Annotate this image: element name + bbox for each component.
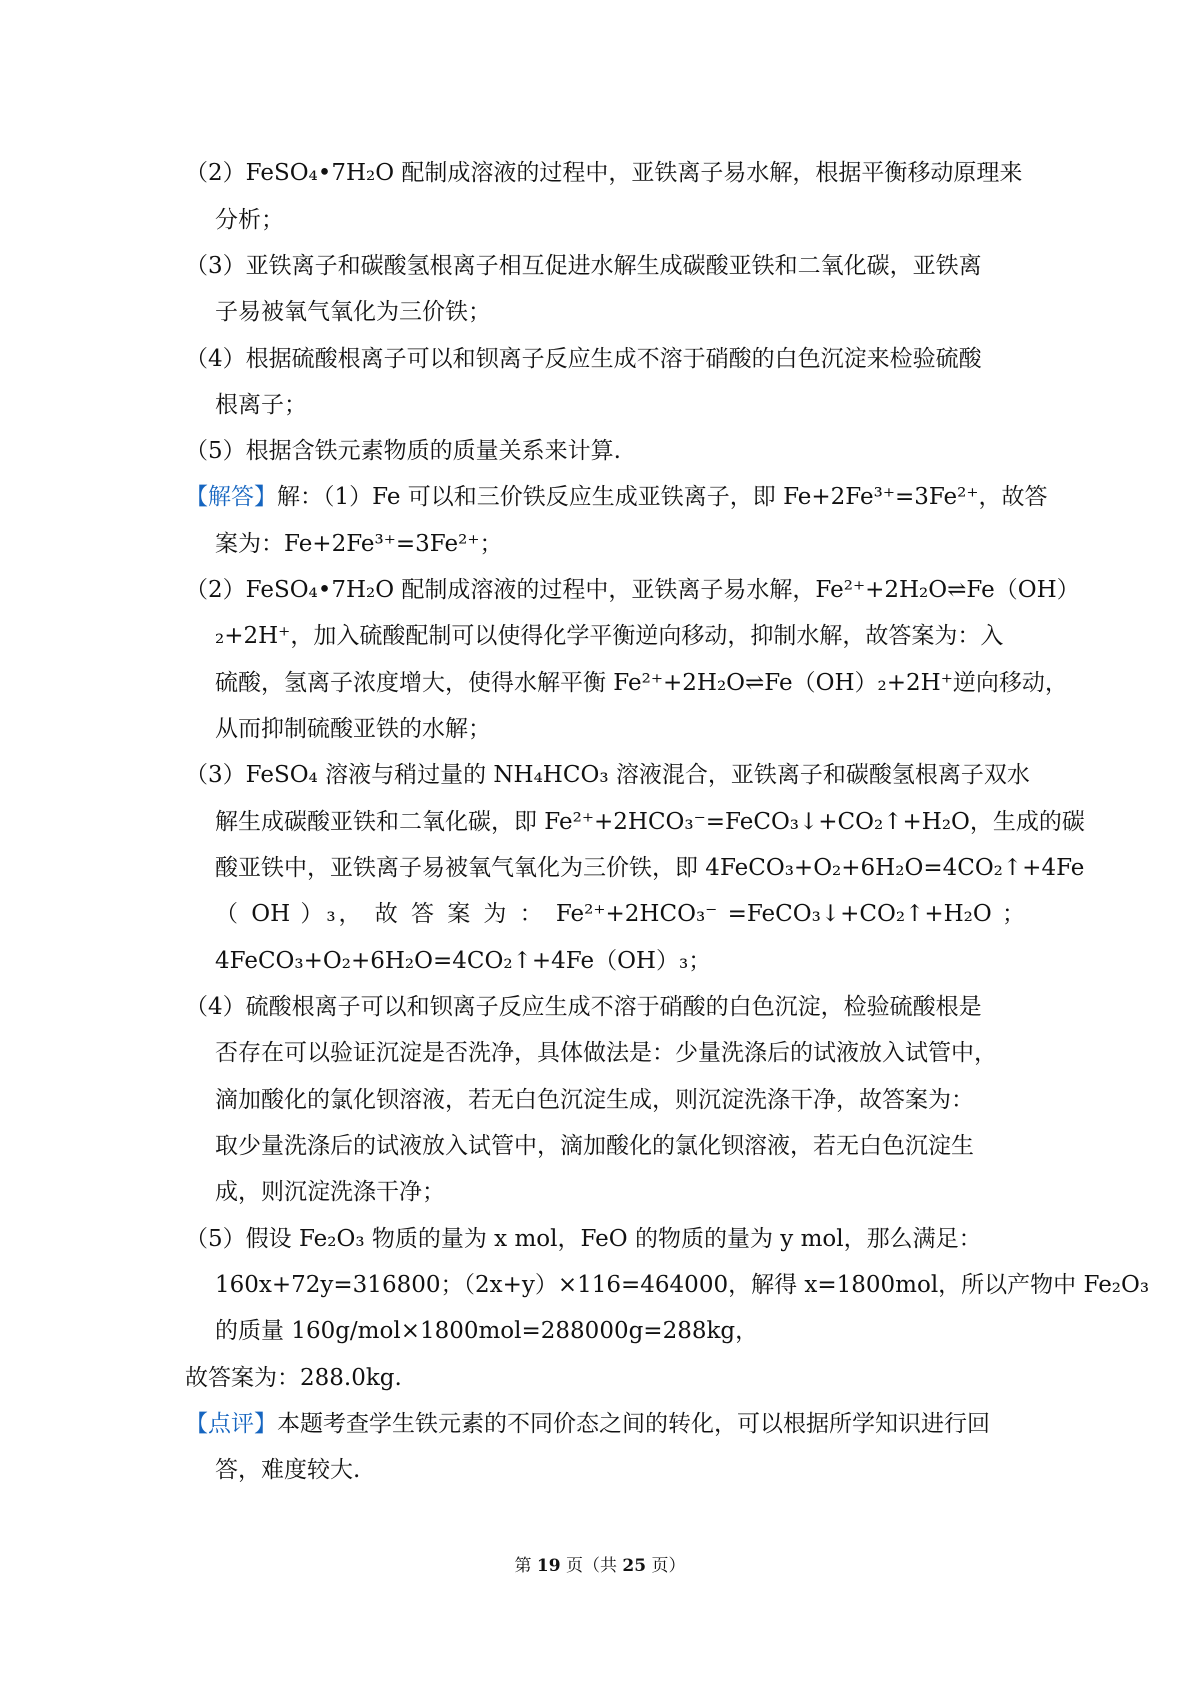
- text-line-l20: [215, 1030, 1025, 1076]
- line-text: 故答案为：288.0kg.: [185, 1365, 402, 1391]
- text-line-l27: [185, 1355, 1025, 1401]
- text-line-l10: [185, 567, 1080, 613]
- section-label: 【点评】: [185, 1411, 277, 1437]
- line-text: 案为：Fe+2Fe³⁺=3Fe²⁺；: [215, 531, 503, 557]
- text-line-l08: [185, 474, 1048, 520]
- section-label: 【解答】: [185, 484, 277, 510]
- text-line-l18: [215, 938, 1025, 984]
- line-text: 本题考查学生铁元素的不同价态之间的转化，可以根据所学知识进行回: [277, 1411, 990, 1437]
- line-text: （4）根据硫酸根离子可以和钡离子反应生成不溶于硝酸的白色沉淀来检验硫酸: [185, 346, 982, 372]
- line-text: （ OH ）₃， 故 答 案 为 ： Fe²⁺+2HCO₃⁻ =FeCO₃↓+CO₂↑+H₂O ；: [215, 901, 1025, 927]
- footer-middle: 页（共: [560, 1556, 623, 1576]
- line-text: 成，则沉淀洗涤干净；: [215, 1179, 445, 1205]
- text-line-l16: [215, 845, 1085, 891]
- footer-page-number: 19: [536, 1556, 561, 1576]
- text-line-l05: [185, 336, 1025, 382]
- line-text: 的质量 160g/mol×1800mol=288000g=288kg，: [215, 1318, 759, 1344]
- line-text: 解：（1）Fe 可以和三价铁反应生成亚铁离子，即 Fe+2Fe³⁺=3Fe²⁺，故答: [277, 484, 1048, 510]
- line-text: （5）根据含铁元素物质的质量关系来计算.: [185, 438, 621, 464]
- text-line-l13: [215, 706, 1025, 752]
- text-line-l23: [215, 1169, 1025, 1215]
- text-line-l24: [185, 1216, 1025, 1262]
- line-text: （2）FeSO₄•7H₂O 配制成溶液的过程中，亚铁离子易水解，Fe²⁺+2H₂O⇌Fe（OH）: [185, 577, 1080, 603]
- line-text: 160x+72y=316800；（2x+y）×116=464000，解得 x=1800mol，所以产物中 Fe₂O₃: [215, 1272, 1150, 1298]
- line-text: ₂+2H⁺，加入硫酸配制可以使得化学平衡逆向移动，抑制水解，故答案为：入: [215, 623, 1004, 649]
- text-line-l04: [215, 289, 1025, 335]
- text-line-l14: [185, 752, 1030, 798]
- text-line-l09: [215, 521, 1025, 567]
- line-text: 滴加酸化的氯化钡溶液，若无白色沉淀生成，则沉淀洗涤干净，故答案为：: [215, 1087, 974, 1113]
- text-line-l15: [215, 799, 1085, 845]
- text-line-l22: [215, 1123, 1025, 1169]
- text-line-l25: [215, 1262, 1150, 1308]
- line-text: 从而抑制硫酸亚铁的水解；: [215, 716, 491, 742]
- text-line-l21: [215, 1077, 1025, 1123]
- line-text: 分析；: [215, 207, 284, 233]
- footer-total-pages: 25: [622, 1556, 647, 1576]
- text-line-l19: [185, 984, 1025, 1030]
- text-line-l03: [185, 243, 1025, 289]
- line-text: （2）FeSO₄•7H₂O 配制成溶液的过程中，亚铁离子易水解，根据平衡移动原理来: [185, 160, 1023, 186]
- text-line-l28: [185, 1401, 1025, 1447]
- page-footer: [0, 1554, 1200, 1578]
- line-text: 子易被氧气氧化为三价铁；: [215, 299, 491, 325]
- line-text: （5）假设 Fe₂O₃ 物质的量为 x mol，FeO 的物质的量为 y mol，那么满足：: [185, 1226, 982, 1252]
- text-line-l11: [215, 613, 1025, 659]
- footer-prefix: 第: [514, 1556, 537, 1576]
- line-text: 4FeCO₃+O₂+6H₂O=4CO₂↑+4Fe（OH）₃；: [215, 948, 712, 974]
- text-line-l29: [215, 1447, 1025, 1493]
- line-text: （4）硫酸根离子可以和钡离子反应生成不溶于硝酸的白色沉淀，检验硫酸根是: [185, 994, 982, 1020]
- line-text: 酸亚铁中，亚铁离子易被氧气氧化为三价铁，即 4FeCO₃+O₂+6H₂O=4CO₂↑+4Fe: [215, 855, 1085, 881]
- line-text: 硫酸，氢离子浓度增大，使得水解平衡 Fe²⁺+2H₂O⇌Fe（OH）₂+2H⁺逆向移动，: [215, 670, 1068, 696]
- line-text: 解生成碳酸亚铁和二氧化碳，即 Fe²⁺+2HCO₃⁻=FeCO₃↓+CO₂↑+H₂O，生成的碳: [215, 809, 1085, 835]
- line-text: 答，难度较大.: [215, 1457, 361, 1483]
- text-line-l26: [215, 1308, 1025, 1354]
- text-line-l17: [215, 891, 1025, 937]
- footer-suffix: 页）: [646, 1556, 686, 1576]
- line-text: （3）FeSO₄ 溶液与稍过量的 NH₄HCO₃ 溶液混合，亚铁离子和碳酸氢根离子双水: [185, 762, 1030, 788]
- text-line-l02: [215, 197, 1025, 243]
- text-line-l01: [185, 150, 1025, 196]
- line-text: 取少量洗涤后的试液放入试管中，滴加酸化的氯化钡溶液，若无白色沉淀生: [215, 1133, 974, 1159]
- line-text: 否存在可以验证沉淀是否洗净，具体做法是：少量洗涤后的试液放入试管中，: [215, 1040, 997, 1066]
- line-text: （3）亚铁离子和碳酸氢根离子相互促进水解生成碳酸亚铁和二氧化碳，亚铁离: [185, 253, 982, 279]
- text-line-l12: [215, 660, 1068, 706]
- text-line-l07: [185, 428, 1025, 474]
- text-line-l06: [215, 382, 1025, 428]
- line-text: 根离子；: [215, 392, 307, 418]
